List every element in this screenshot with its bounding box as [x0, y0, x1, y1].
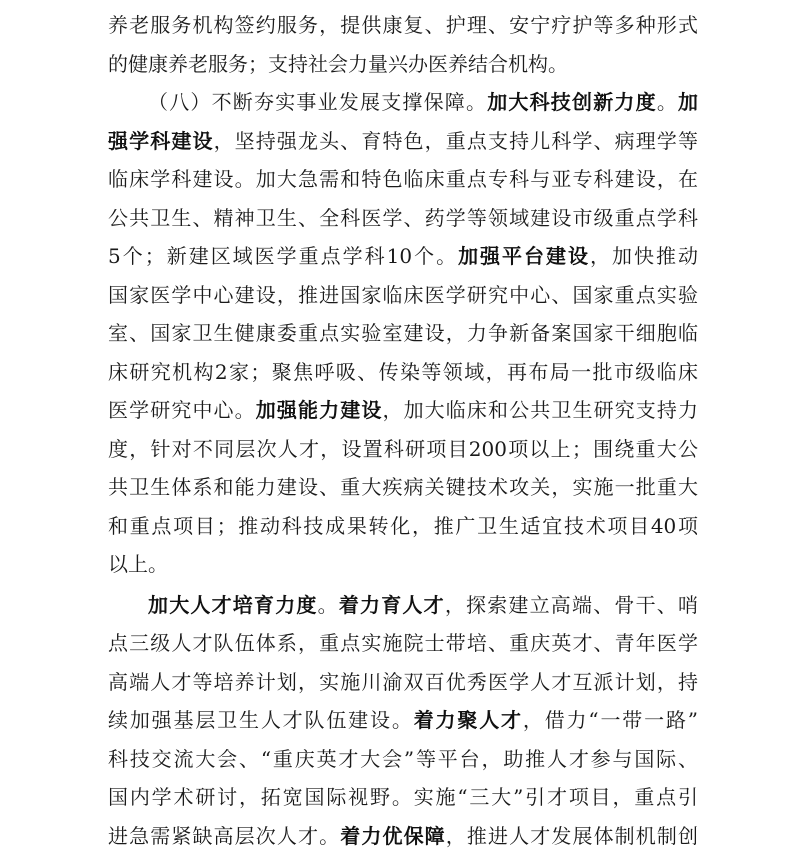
text-run: 度，针对不同层次人才，设置科研项目200项以上；围绕重大公	[108, 437, 698, 461]
text-run: ，加大临床和公共卫生研究支持力	[382, 398, 698, 422]
text-run: 和重点项目；推动科技成果转化，推广卫生适宜技术项目40项	[108, 514, 698, 538]
text-run: 国内学术研讨，拓宽国际视野。实施“三大”引才项目，重点引	[108, 785, 698, 809]
text-run: 床研究机构2家；聚焦呼吸、传染等领域，再布局一批市级临床	[108, 360, 698, 384]
bold-run: 强学科建设	[108, 129, 214, 153]
text-run: 医学研究中心。	[108, 398, 256, 422]
text-run: 。	[657, 90, 678, 114]
text-line-13	[108, 468, 698, 507]
text-run: ，加快推动	[590, 244, 698, 268]
text-run: 临床学科建设。加大急需和特色临床重点专科与亚专科建设，在	[108, 167, 698, 191]
bold-run: 加大人才培育力度	[148, 593, 318, 617]
bold-run: 加	[678, 90, 698, 114]
document-page	[108, 6, 698, 855]
text-line-17	[108, 624, 698, 663]
text-line-19	[108, 701, 698, 740]
text-line-20	[108, 740, 698, 779]
text-line-5	[108, 160, 698, 199]
text-run: 进急需紧缺高层次人才。	[108, 824, 340, 848]
text-line-18	[108, 663, 698, 702]
text-line-1	[108, 6, 698, 45]
text-line-7	[108, 237, 698, 276]
text-line-15	[108, 545, 698, 584]
text-run: 高端人才等培养计划，实施川渝双百优秀医学人才互派计划，持	[108, 670, 698, 694]
text-run: 养老服务机构签约服务，提供康复、护理、安宁疗护等多种形式	[108, 13, 698, 37]
section-heading: （八）不断夯实事业发展支撑保障。	[148, 90, 487, 114]
bold-run: 着力育人才	[339, 593, 445, 617]
text-run: 室、国家卫生健康委重点实验室建设，力争新备案国家干细胞临	[108, 321, 698, 345]
text-line-3	[108, 83, 698, 122]
text-run: ，借力“一带一路”	[523, 708, 698, 732]
text-run: 公共卫生、精神卫生、全科医学、药学等领域建设市级重点学科	[108, 206, 698, 230]
text-line-12	[108, 430, 698, 469]
text-run: 共卫生体系和能力建设、重大疾病关键技术攻关，实施一批重大	[108, 475, 698, 499]
text-line-11	[108, 391, 698, 430]
bold-run: 加大科技创新力度	[487, 90, 657, 114]
text-run: 的健康养老服务；支持社会力量兴办医养结合机构。	[108, 52, 568, 76]
text-line-21	[108, 778, 698, 817]
text-run: 续加强基层卫生人才队伍建设。	[108, 708, 414, 732]
bold-run: 着力聚人才	[414, 708, 523, 732]
text-line-16	[108, 586, 698, 625]
text-line-14	[108, 507, 698, 546]
text-run: ，探索建立高端、骨干、哨	[445, 593, 698, 617]
text-line-4	[108, 122, 698, 161]
text-run: ，坚持强龙头、育特色，重点支持儿科学、病理学等	[214, 129, 698, 153]
text-line-10	[108, 353, 698, 392]
bold-run: 加强平台建设	[458, 244, 590, 268]
text-run: 科技交流大会、“重庆英才大会”等平台，助推人才参与国际、	[108, 747, 698, 771]
bold-run: 着力优保障	[340, 824, 446, 848]
text-run: ，推进人才发展体制机制创	[446, 824, 698, 848]
text-line-6	[108, 199, 698, 238]
text-run: 国家医学中心建设，推进国家临床医学研究中心、国家重点实验	[108, 283, 698, 307]
text-run: 以上。	[108, 552, 168, 576]
text-line-9	[108, 314, 698, 353]
text-line-8	[108, 276, 698, 315]
text-run: 5个；新建区域医学重点学科10个。	[108, 244, 458, 268]
bold-run: 加强能力建设	[256, 398, 383, 422]
text-line-22	[108, 817, 698, 855]
text-run: 点三级人才队伍体系，重点实施院士带培、重庆英才、青年医学	[108, 631, 698, 655]
text-run: 。	[318, 593, 339, 617]
text-line-2	[108, 45, 698, 84]
